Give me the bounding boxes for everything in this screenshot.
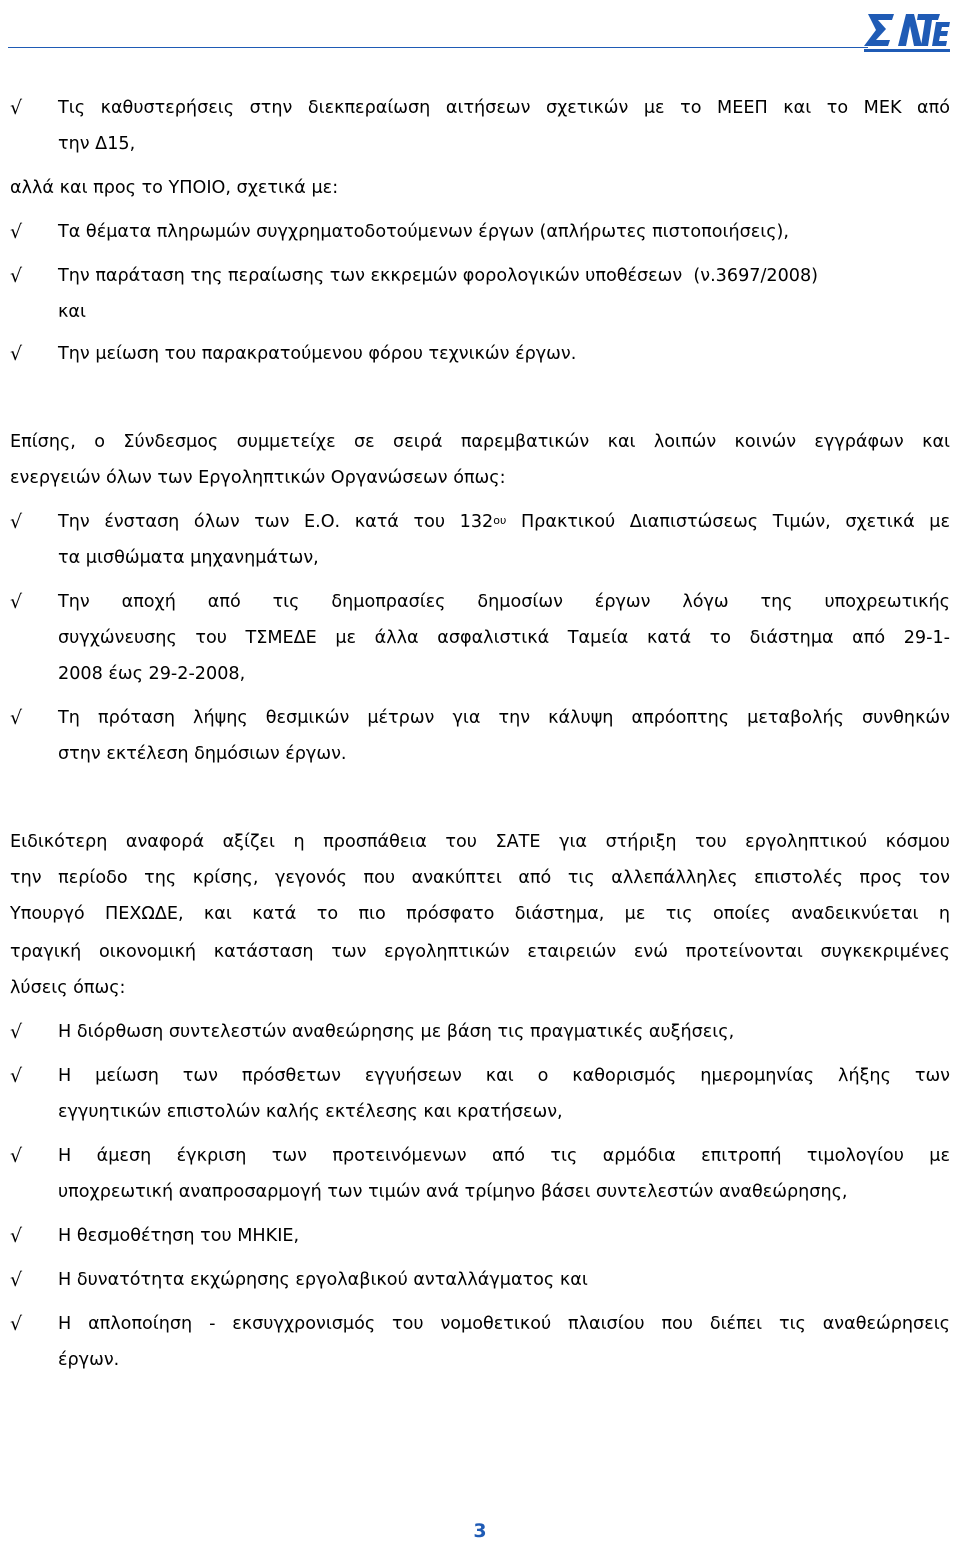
bullet-line: τα μισθώματα μηχανημάτων, [58, 548, 319, 568]
bullet-text: Πρακτικού Διαπιστώσεως Τιμών, σχετικά με [506, 512, 950, 532]
bullet-line: Τα θέματα πληρωμών συγχρηματοδοτούμενων έργων (απλήρωτες πιστοποιήσεις), [58, 222, 789, 242]
bullet-line: Τις καθυστερήσεις στην διεκπεραίωση αιτήσεων σχετικών με το ΜΕΕΠ και το ΜΕΚ από [58, 98, 950, 118]
bullet-line: Η θεσμοθέτηση του ΜΗΚΙΕ, [58, 1226, 300, 1246]
paragraph-line: την περίοδο της κρίσης, γεγονός που ανακύπτει από τις αλλεπάλληλες επιστολές προς τον [10, 868, 950, 888]
header-rule [8, 47, 868, 48]
bullet-line [58, 510, 950, 534]
checkmark-icon: √ [10, 221, 23, 243]
checkmark-icon: √ [10, 265, 23, 287]
checkmark-icon: √ [10, 1065, 23, 1087]
paragraph-line: ενεργειών όλων των Εργοληπτικών Οργανώσεων όπως: [10, 468, 506, 488]
paragraph-line: τραγική οικονομική κατάσταση των εργοληπτικών εταιρειών ενώ προτείνονται συγκεκριμένες [10, 942, 950, 962]
paragraph-line: Επίσης, ο Σύνδεσμος συμμετείχε σε σειρά παρεμβατικών και λοιπών κοινών εγγράφων και [10, 432, 950, 452]
bullet-line: Η άμεση έγκριση των προτεινόμενων από τις αρμόδια επιτροπή τιμολογίου με [58, 1146, 950, 1166]
checkmark-icon: √ [10, 1225, 23, 1247]
bullet-line: Η δυνατότητα εκχώρησης εργολαβικού ανταλλάγματος και [58, 1270, 588, 1290]
checkmark-icon: √ [10, 1269, 23, 1291]
paragraph-line: Υπουργό ΠΕΧΩΔΕ, και κατά το πιο πρόσφατο διάστημα, με τις οποίες αναδεικνύεται η [10, 904, 950, 924]
paragraph-line: λύσεις όπως: [10, 978, 126, 998]
bullet-text: Την ένσταση όλων των Ε.Ο. κατά του 132 [58, 512, 494, 532]
bullet-line: Τη πρόταση λήψης θεσμικών μέτρων για την κάλυψη απρόοπτης μεταβολής συνθηκών [58, 708, 950, 728]
checkmark-icon: √ [10, 707, 23, 729]
checkmark-icon: √ [10, 591, 23, 613]
sate-logo-icon [864, 10, 950, 54]
bullet-line: Την μείωση του παρακρατούμενου φόρου τεχνικών έργων. [58, 344, 577, 364]
bullet-line: και [58, 302, 86, 322]
bullet-line: Η διόρθωση συντελεστών αναθεώρησης με βάση τις πραγματικές αυξήσεις, [58, 1022, 735, 1042]
page-number: 3 [473, 1520, 487, 1542]
bullet-line: Η απλοποίηση - εκσυγχρονισμός του νομοθετικού πλαισίου που διέπει τις αναθεώρησεις [58, 1314, 950, 1334]
bullet-line: εγγυητικών επιστολών καλής εκτέλεσης και κρατήσεων, [58, 1102, 563, 1122]
bullet-line: 2008 έως 29-2-2008, [58, 664, 246, 684]
checkmark-icon: √ [10, 511, 23, 533]
bullet-line: υποχρεωτική αναπροσαρμογή των τιμών ανά τρίμηνο βάσει συντελεστών αναθεώρησης, [58, 1182, 848, 1202]
bullet-line: έργων. [58, 1350, 120, 1370]
paragraph-line: Ειδικότερη αναφορά αξίζει η προσπάθεια του ΣΑΤΕ για στήριξη του εργοληπτικού κόσμου [10, 832, 950, 852]
paragraph-line: αλλά και προς το ΥΠΟΙΟ, σχετικά με: [10, 178, 339, 198]
checkmark-icon: √ [10, 1021, 23, 1043]
bullet-line: την Δ15, [58, 134, 136, 154]
sate-logo [864, 10, 950, 54]
bullet-line: στην εκτέλεση δημόσιων έργων. [58, 744, 347, 764]
bullet-line: Την παράταση της περαίωσης των εκκρεμών φορολογικών υποθέσεων (ν.3697/2008) [58, 266, 819, 286]
bullet-line: Την αποχή από τις δημοπρασίες δημοσίων έργων λόγω της υποχρεωτικής [58, 592, 950, 612]
checkmark-icon: √ [10, 343, 23, 365]
checkmark-icon: √ [10, 97, 23, 119]
checkmark-icon: √ [10, 1145, 23, 1167]
bullet-line: συγχώνευσης του ΤΣΜΕΔΕ με άλλα ασφαλιστικά Ταμεία κατά το διάστημα από 29-1- [58, 628, 950, 648]
bullet-line: Η μείωση των πρόσθετων εγγυήσεων και ο καθορισμός ημερομηνίας λήξης των [58, 1066, 950, 1086]
superscript-ou: ου [493, 514, 507, 527]
checkmark-icon: √ [10, 1313, 23, 1335]
